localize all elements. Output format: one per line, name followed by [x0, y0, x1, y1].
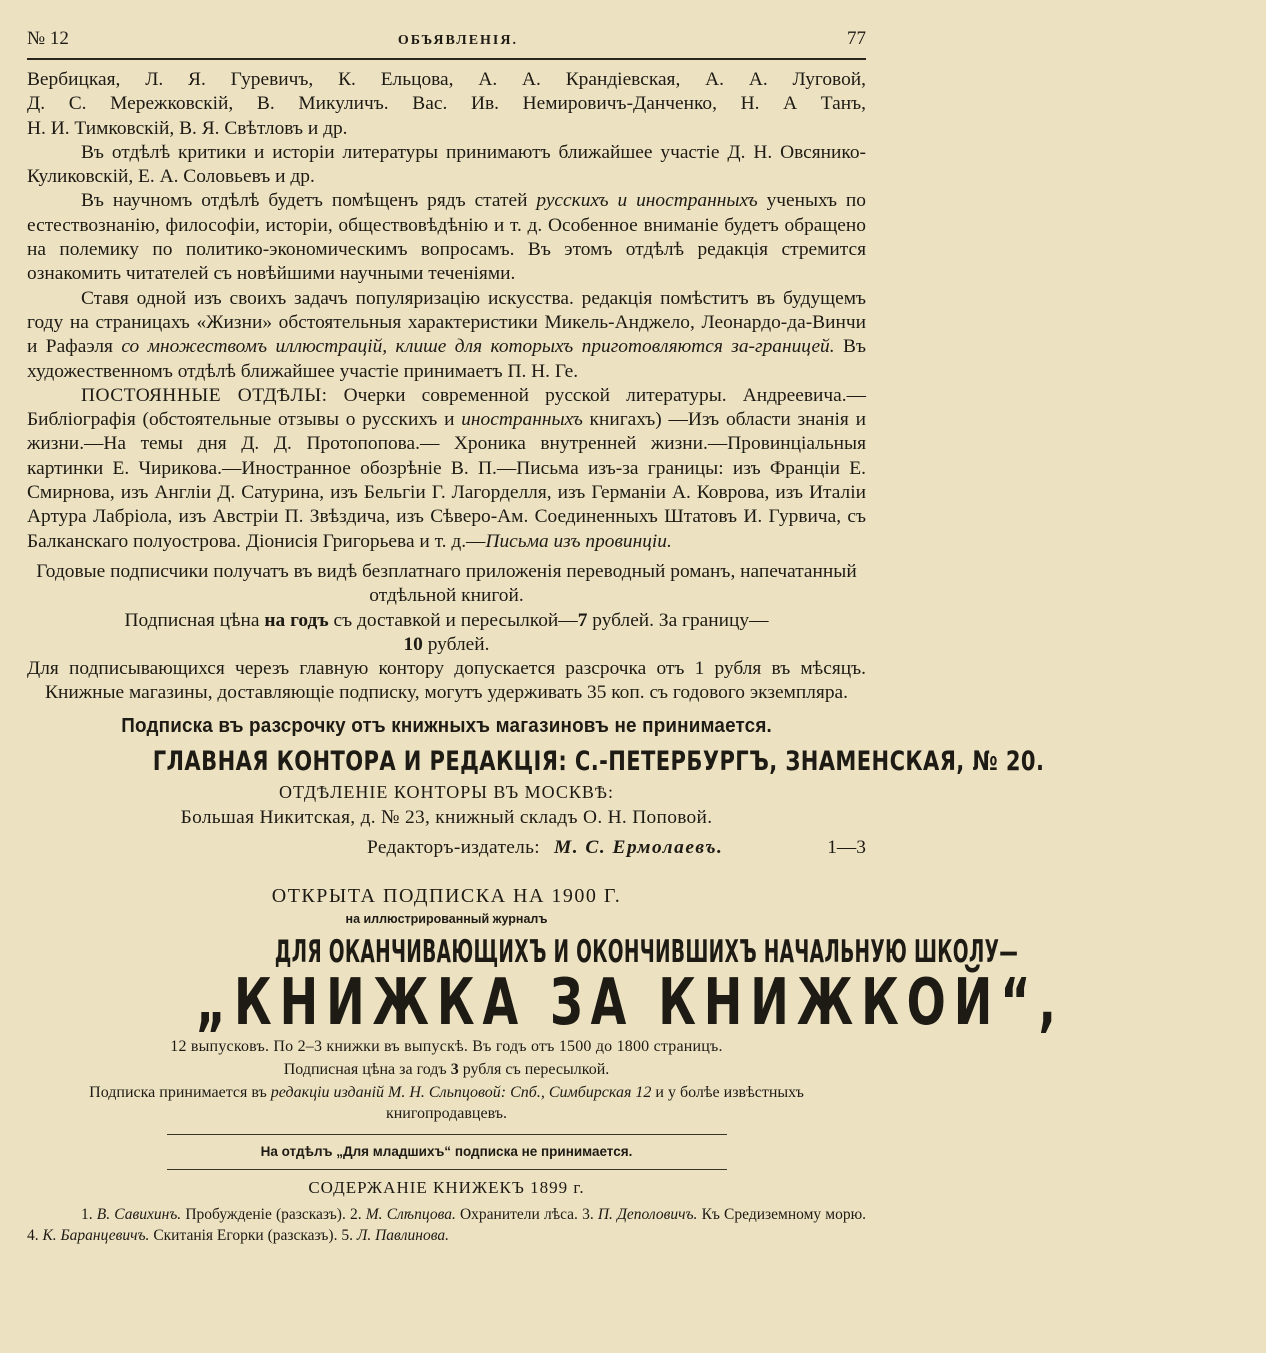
- contents-item-author: П. Деполовичъ.: [597, 1205, 698, 1223]
- art-text-1: Ставя одной изъ своихъ задачъ популяризацію искусства. редакція помѣститъ въ будущемъ году на страницахъ «Жизни» обстоятельныя характеристики Микель-Анджело, Леонардо-да-Винчи и Рафаэля: [27, 287, 866, 358]
- ad2-subscription: [27, 1082, 866, 1124]
- ad2-rule: [167, 1134, 727, 1135]
- ad-knizhka: [27, 884, 1064, 1246]
- art-paragraph: [27, 287, 866, 384]
- departments-italic-1: иностранныхъ: [461, 409, 583, 431]
- contents-item-author: В. Савихинъ.: [96, 1205, 182, 1223]
- ad2-journal-type: на иллюстрированный журналъ: [345, 911, 548, 926]
- science-text-1: Въ научномъ отдѣлѣ будетъ помѣщенъ рядъ статей: [81, 190, 528, 212]
- price-bold-year: на годъ: [264, 609, 329, 631]
- ad2-title: „КНИЖКА ЗА КНИЖКОЙ“,: [195, 965, 1064, 1040]
- editor-name: М. С. Ермолаевъ.: [553, 836, 724, 858]
- contents-item: [81, 1206, 350, 1223]
- page-number: 77: [846, 28, 866, 49]
- science-text-2: ученыхъ по естествознанію, философіи, исторіи, обществовѣдѣнію и т. д. Особенное вниманіе будетъ обращено на полемику по политико-экономическимъ вопросамъ. Въ этомъ отдѣлѣ редакція стремится ознакомить читателей съ новѣйшими научными теченіями.: [27, 190, 866, 285]
- critique-paragraph: Въ отдѣлѣ критики и исторіи литературы принимаютъ ближайшее участіе Д. Н. Овсянико-Куликовскій, Е. А. Соловьевъ и др.: [27, 141, 866, 188]
- section-title: ОБЪЯВЛЕНІЯ.: [397, 33, 518, 48]
- price-paragraph: [27, 609, 866, 658]
- science-italic: русскихъ и иностранныхъ: [536, 190, 758, 212]
- contents-item-number: 1.: [81, 1205, 97, 1223]
- contents-item: [27, 1227, 341, 1244]
- contents-item-number: 2.: [349, 1205, 366, 1223]
- price-text-4: рублей.: [427, 633, 490, 655]
- moscow-address: Большая Никитская, д. № 23, книжный складъ О. Н. Поповой.: [180, 806, 713, 828]
- ad2-audience-wrap: [27, 933, 1019, 970]
- price-text-2: съ доставкой и пересылкой—: [333, 609, 578, 631]
- contents-item-author: К. Баранцевичъ.: [42, 1226, 150, 1244]
- no-installments-wrap: [27, 714, 866, 738]
- science-paragraph: [27, 189, 866, 286]
- page-header: [27, 28, 866, 56]
- contributors-line-1: Вербицкая, Л. Я. Гуревичъ, К. Ельцова, А. А. Крандіевская, А. А. Луговой,: [27, 69, 866, 90]
- ad2-price-text-1: Подписная цѣна за годъ: [283, 1060, 447, 1078]
- header-rule: [27, 58, 866, 60]
- contents-item-work: Пробужденіе (разсказъ).: [181, 1205, 350, 1223]
- ad2-title-wrap: [27, 965, 1064, 1040]
- ad2-subscription-italic: редакціи изданій М. Н. Сльпцовой: Спб., Симбирская 12: [270, 1083, 652, 1101]
- contents-item: [582, 1206, 866, 1223]
- price-bold-10: 10: [403, 633, 423, 655]
- departments-italic-2: Письма изъ провинціи.: [485, 530, 672, 552]
- contents-item-number: 3.: [582, 1205, 598, 1223]
- contributors-line-2: Д. С. Мережковскій, В. Микуличъ. Вас. Ив. Немировичъ-Данченко, Н. А Танъ,: [27, 93, 866, 115]
- ad2-issues: 12 выпусковъ. По 2–3 книжки въ выпускѣ. Въ годъ отъ 1500 до 1800 страницъ.: [170, 1037, 723, 1055]
- ad2-junior-wrap: [27, 1143, 866, 1161]
- no-installments-notice: Подписка въ разсрочку отъ книжныхъ магазиновъ не принимается.: [121, 713, 772, 737]
- main-office-wrap: [27, 745, 1045, 778]
- ad2-journal-type-wrap: [27, 910, 866, 928]
- ad2-contents-list: [27, 1204, 866, 1246]
- ad-zhizn: [27, 68, 866, 706]
- editor-label: Редакторъ-издатель:: [367, 836, 540, 858]
- price-bold-7: 7: [577, 609, 588, 631]
- contents-item: [350, 1206, 582, 1223]
- editor-mark: 1—3: [827, 836, 866, 858]
- ad2-contents-heading: СОДЕРЖАНІЕ КНИЖЕКЪ 1899 г.: [308, 1177, 585, 1197]
- price-text-1: Подписная цѣна: [124, 609, 260, 631]
- ad2-price: [27, 1059, 866, 1080]
- ad2-subscription-text-2: и у болѣе извѣстныхъ книгопродавцевъ.: [385, 1083, 804, 1122]
- departments-heading: ПОСТОЯННЫЕ ОТДѢЛЫ:: [81, 384, 328, 406]
- art-text-2: Въ художественномъ отдѣлѣ ближайшее участіе принимаетъ П. Н. Ге.: [27, 336, 866, 382]
- ad2-price-bold: 3: [450, 1060, 459, 1078]
- art-italic: со множествомъ иллюстрацій, клише для которыхъ приготовляются за-границей.: [121, 336, 835, 358]
- departments-text-2: книгахъ) —Изъ области знанія и жизни.—На темы дня Д. Д. Протопопова.— Хроника внутренней жизни.—Провинціальныя картинки Е. Чирикова.—Иностранное обозрѣніе В. П.—Письма изъ-за границы: изъ Франціи Е. Смирнова, изъ Англіи Д. Сатурина, изъ Бельгіи Г. Лагорделля, изъ Германіи А. Коврова, изъ Италіи Артура Лабріола, изъ Австріи П. Звѣздича, изъ Сѣверо-Ам. Соединенныхъ Штатовъ И. Гурвича, съ Балканскаго полуострова. Діонисія Григорьева и т. д.—: [27, 409, 866, 552]
- departments-paragraph: [27, 384, 866, 554]
- ad2-price-text-2: рубля съ пересылкой.: [462, 1060, 610, 1078]
- contributors-line-3: Н. И. Тимковскій, В. Я. Свѣтловъ и др.: [27, 117, 348, 139]
- contents-item-work: Охранители лѣса.: [455, 1205, 583, 1223]
- contents-item-number: 5.: [341, 1226, 357, 1244]
- issue-number: № 12: [27, 28, 69, 49]
- moscow-branch-heading: ОТДѢЛЕНІЕ КОНТОРЫ ВЪ МОСКВѢ:: [278, 781, 614, 802]
- editor-line: [27, 837, 866, 859]
- subscribers-bonus: Годовые подписчики получатъ въ видѣ безплатнаго приложенія переводный романъ, напечатанный отдѣльной книгой.: [36, 560, 857, 607]
- main-office-address: ГЛАВНАЯ КОНТОРА И РЕДАКЦІЯ: С.-ПЕТЕРБУРГЪ, ЗНАМЕНСКАЯ, № 20.: [152, 745, 1045, 777]
- contents-item-author: М. Слѣпцова.: [365, 1205, 456, 1223]
- ad2-subscription-text-1: Подписка принимается въ: [89, 1083, 267, 1101]
- installments-paragraph: Для подписывающихся черезъ главную контору допускается разсрочка отъ 1 рубля въ мѣсяцъ. Книжные магазины, доставляющіе подписку, могутъ удерживать 35 коп. съ годового экземпляра.: [27, 658, 866, 704]
- contents-item-work: Скитанія Егорки (разсказъ).: [149, 1226, 342, 1244]
- ad2-rule-2: [167, 1169, 727, 1170]
- ad2-audience: ДЛЯ ОКАНЧИВАЮЩИХЪ И ОКОНЧИВШИХЪ НАЧАЛЬНУЮ ШКОЛУ—: [274, 933, 1019, 970]
- departments-text-1: Очерки современной русской литературы. Андреевича.—Библіографія (обстоятельные отзывы о русскихъ и: [27, 384, 866, 431]
- contents-item-number: 4.: [27, 1226, 43, 1244]
- ad2-junior-notice: На отдѣлъ „Для младшихъ“ подписка не принимается.: [260, 1143, 633, 1159]
- contents-item: [341, 1227, 449, 1244]
- price-text-3: рублей. За границу—: [592, 609, 769, 631]
- contents-item-work: Къ Средиземному морю.: [697, 1205, 867, 1223]
- contents-item-author: Л. Павлинова.: [356, 1226, 449, 1244]
- ad2-open: ОТКРЫТА ПОДПИСКА НА 1900 Г.: [271, 884, 622, 907]
